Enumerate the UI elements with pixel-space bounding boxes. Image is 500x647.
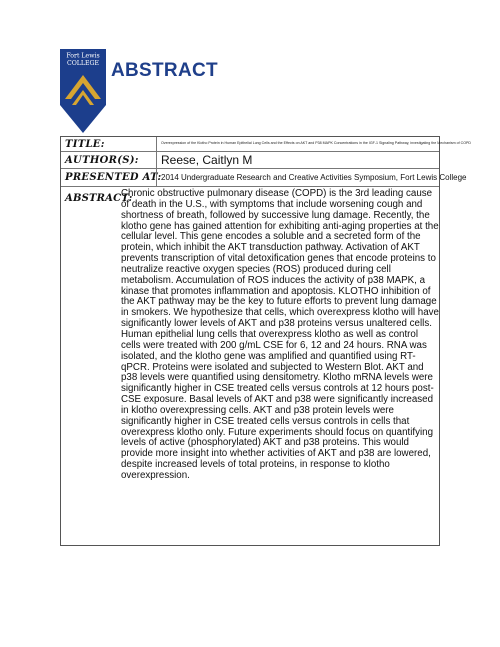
row-divider — [156, 152, 157, 168]
abstract-text: Chronic obstructive pulmonary disease (COPD) is the 3rd leading cause of death in the U.S., with symptoms that include worsening cough and shortness of breath, followed by successive lung damage. Recently, the klotho gene has gained attention for exhibiting anti-aging properties at the cellular level. This gene encodes a soluble and a secreted form of the protein, which inhibit the AKT transduction pathway. Activation of AKT prevents transcription of vital detoxification genes that encode proteins to neutralize reactive oxygen species (ROS) produced during cell metabolism. Accumulation of ROS induces the activity of p38 MAPK, a kinase that promotes inflammation and apoptosis. KLOTHO inhibition of the AKT pathway may be the key to future efforts to prevent lung damage in smokers. We hypothesize that cells, which overexpress klotho will have significantly lower levels of AKT and p38 proteins versus unaltered cells. Human epithelial lung cells that overexpress klotho as well as control cells were treated with 200 g/mL CSE for 6, 12 and 24 hours. RNA was isolated, and the klotho gene was amplified and quantified using RT-qPCR. Proteins were isolated and subjected to Western Blot. AKT and p38 levels were quantified using densitometry. Klotho mRNA levels were significantly higher in CSE treated cells versus controls at 12 hours post-CSE exposure. Basal levels of AKT and p38 were significantly increased in klotho overexpressing cells. AKT and p38 protein levels were significantly higher in CSE treated cells versus controls in cells that overexpress klotho only. Future experiments should focus on quantifying levels of active (phosphorylated) AKT and p38 proteins. This would provide more insight into whether activities of AKT and p38 are lowered, despite increased levels of total proteins, in response to klotho overexpression. — [121, 188, 439, 481]
fort-lewis-college-logo — [60, 49, 106, 133]
row-divider — [156, 137, 157, 151]
author-value: Reese, Caitlyn M — [161, 153, 253, 167]
abstract-info-box — [60, 136, 472, 546]
logo-line-1: Fort Lewis — [66, 52, 100, 60]
author-row — [61, 152, 439, 169]
title-value: Overexpression of the Klotho Protein in Human Epithelial Lung Cells and the Effects on AKT and P38 MAPK Concentrations in the IGF-1 Signaling Pathway, investigating the Mechanism of COPD — [161, 141, 472, 145]
presented-at-label: PRESENTED AT: — [65, 172, 162, 183]
title-label: TITLE: — [65, 139, 105, 150]
presented-at-value: 2014 Undergraduate Research and Creative Activities Symposium, Fort Lewis College — [161, 173, 467, 182]
presented-at-row — [61, 169, 467, 187]
abstract-label: ABSTRACT: — [65, 193, 133, 204]
row-divider — [156, 169, 157, 186]
title-row — [61, 137, 472, 152]
author-label: AUTHOR(S): — [65, 155, 139, 166]
page-heading: ABSTRACT — [111, 60, 218, 81]
logo-line-2: COLLEGE — [66, 60, 100, 67]
